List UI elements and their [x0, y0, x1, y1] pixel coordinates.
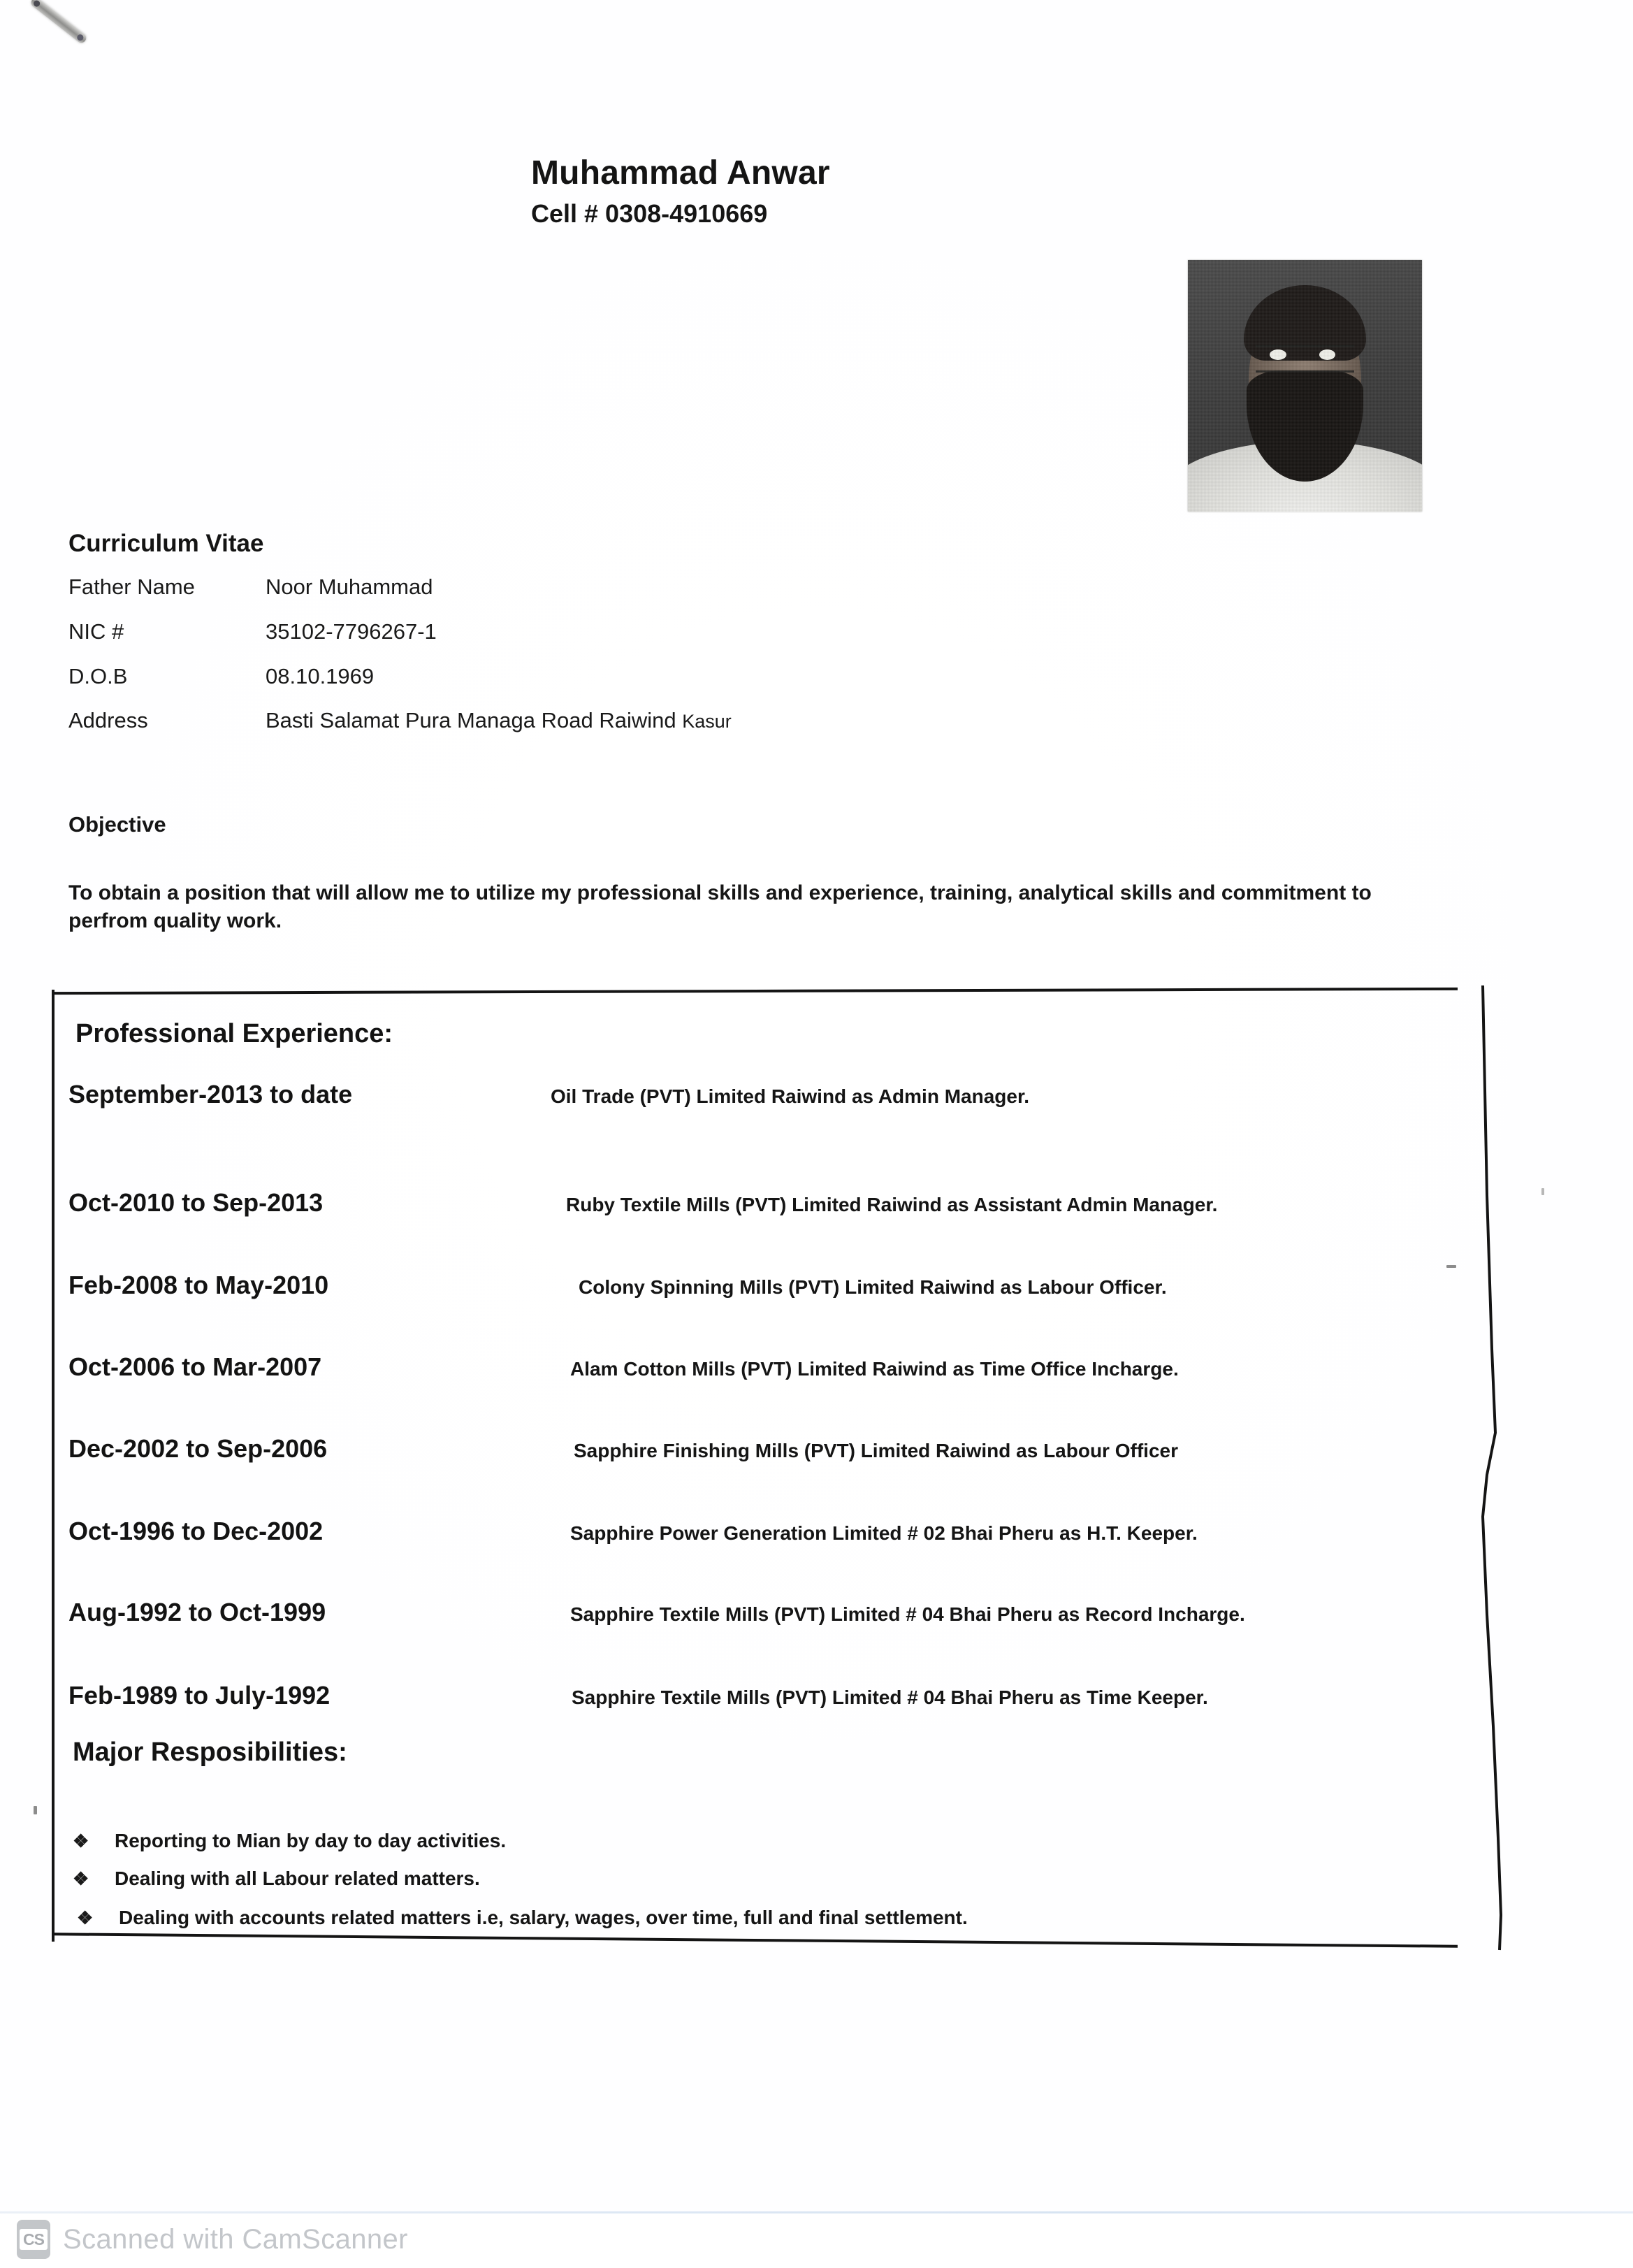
- diamond-bullet-icon: ❖: [77, 1907, 94, 1928]
- box-border-right: [1423, 985, 1514, 1950]
- responsibility-item: [77, 1907, 968, 1929]
- responsibilities-heading: Major Resposibilities:: [73, 1738, 347, 1767]
- info-row-dob: [68, 664, 374, 689]
- experience-date: Oct-1996 to Dec-2002: [68, 1517, 324, 1545]
- experience-date: Feb-1989 to July-1992: [68, 1681, 331, 1710]
- info-value: 35102-7796267-1: [266, 619, 437, 644]
- info-label: Address: [68, 708, 148, 732]
- candidate-phone: Cell # 0308-4910669: [531, 199, 768, 228]
- experience-description: Sapphire Textile Mills (PVT) Limited # 04 Bhai Pheru as Record Incharge.: [570, 1603, 1245, 1625]
- experience-description: Alam Cotton Mills (PVT) Limited Raiwind as Time Office Incharge.: [570, 1358, 1179, 1380]
- box-border-left: [52, 990, 55, 1942]
- responsibility-item: [73, 1830, 506, 1852]
- experience-date: September-2013 to date: [68, 1080, 353, 1108]
- document-header: [531, 154, 1020, 228]
- responsibility-item: [73, 1868, 480, 1890]
- info-value: 08.10.1969: [266, 664, 375, 688]
- responsibility-text: Reporting to Mian by day to day activities.: [115, 1830, 507, 1851]
- scan-speck: [1541, 1188, 1544, 1195]
- info-value-city: Kasur: [682, 711, 732, 732]
- info-row-address: [68, 708, 732, 733]
- camscanner-logo-text: CS: [20, 2229, 48, 2250]
- photo-eye-right: [1319, 349, 1335, 360]
- experience-description: Oil Trade (PVT) Limited Raiwind as Admin Manager.: [551, 1085, 1030, 1107]
- experience-description: Colony Spinning Mills (PVT) Limited Raiwind as Labour Officer.: [579, 1276, 1167, 1298]
- info-label: D.O.B: [68, 664, 128, 688]
- info-value: Noor Muhammad: [266, 575, 433, 599]
- experience-description: Sapphire Power Generation Limited # 02 Bhai Pheru as H.T. Keeper.: [570, 1522, 1198, 1544]
- experience-description: Sapphire Finishing Mills (PVT) Limited Raiwind as Labour Officer: [574, 1440, 1178, 1461]
- camscanner-logo-icon: [17, 2220, 50, 2259]
- experience-date: Dec-2002 to Sep-2006: [68, 1434, 328, 1463]
- experience-box: [52, 990, 1458, 1942]
- experience-description: Sapphire Textile Mills (PVT) Limited # 04 Bhai Pheru as Time Keeper.: [572, 1686, 1208, 1708]
- candidate-name: Muhammad Anwar: [531, 154, 830, 192]
- info-value: Basti Salamat Pura Managa Road Raiwind: [266, 708, 683, 732]
- candidate-photo: [1188, 260, 1422, 512]
- camscanner-watermark: [17, 2220, 408, 2259]
- experience-date: Aug-1992 to Oct-1999: [68, 1598, 326, 1626]
- experience-date: Oct-2010 to Sep-2013: [68, 1188, 324, 1217]
- responsibility-text: Dealing with accounts related matters i.e, salary, wages, over time, full and final settlement.: [119, 1907, 968, 1928]
- objective-text: To obtain a position that will allow me to utilize my professional skills and experience, training, analytical skills and commitment to perfrom quality work.: [68, 881, 1372, 932]
- responsibility-text: Dealing with all Labour related matters.: [115, 1868, 480, 1889]
- objective-heading: Objective: [68, 812, 166, 837]
- photo-glasses-icon: [1256, 345, 1354, 372]
- experience-description: Ruby Textile Mills (PVT) Limited Raiwind as Assistant Admin Manager.: [566, 1194, 1218, 1215]
- diamond-bullet-icon: ❖: [73, 1830, 89, 1851]
- info-row-nic: [68, 619, 437, 644]
- info-label: NIC #: [68, 619, 124, 644]
- scan-speck: [34, 1806, 37, 1814]
- scan-speck: [1446, 1265, 1456, 1268]
- info-row-father-name: [68, 575, 433, 600]
- experience-date: Feb-2008 to May-2010: [68, 1271, 329, 1299]
- diamond-bullet-icon: ❖: [73, 1868, 89, 1889]
- info-label: Father Name: [68, 575, 195, 599]
- photo-eye-left: [1270, 349, 1286, 360]
- camscanner-label: Scanned with CamScanner: [63, 2223, 408, 2255]
- experience-date: Oct-2006 to Mar-2007: [68, 1352, 322, 1381]
- experience-heading: Professional Experience:: [75, 1019, 393, 1048]
- page-title: Curriculum Vitae: [68, 530, 264, 557]
